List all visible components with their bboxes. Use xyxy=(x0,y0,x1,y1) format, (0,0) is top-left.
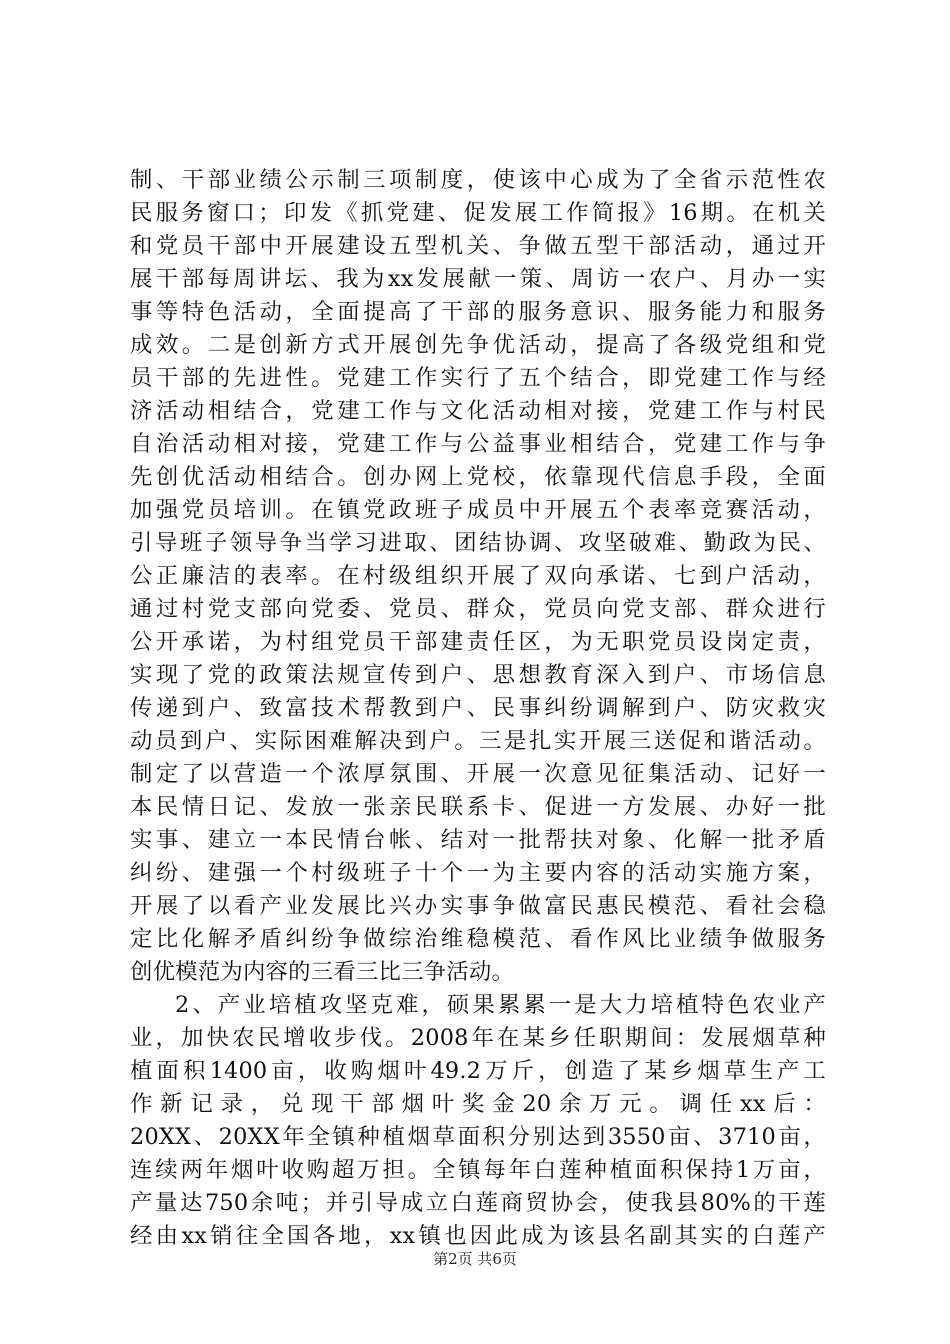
text-line: 引导班子领导争当学习进取、团结协调、攻坚破难、勤政为民、 xyxy=(130,530,826,556)
text-line: 经由xx销往全国各地，xx镇也因此成为该县名副其实的白莲产 xyxy=(130,1223,826,1249)
text-line: 制、干部业绩公示制三项制度，使该中心成为了全省示范性农 xyxy=(130,167,826,193)
page-number-footer: 第2页 共6页 xyxy=(433,1250,517,1268)
text-line: 自治活动相对接，党建工作与公益事业相结合，党建工作与争 xyxy=(130,431,826,457)
text-line: 先创优活动相结合。创办网上党校，依靠现代信息手段，全面 xyxy=(130,464,826,490)
text-line: 作新记录，兑现干部烟叶奖金20余万元。调任xx后： xyxy=(130,1091,826,1117)
text-line: 业，加快农民增收步伐。2008年在某乡任职期间：发展烟草种 xyxy=(130,1025,826,1051)
text-line: 传递到户、致富技术帮教到户、民事纠纷调解到户、防灾救灾 xyxy=(130,695,826,721)
text-line: 济活动相结合，党建工作与文化活动相对接，党建工作与村民 xyxy=(130,398,826,424)
text-line: 加强党员培训。在镇党政班子成员中开展五个表率竞赛活动， xyxy=(130,497,826,523)
text-line: 动员到户、实际困难解决到户。三是扎实开展三送促和谐活动。 xyxy=(130,728,826,754)
text-line: 实现了党的政策法规宣传到户、思想教育深入到户、市场信息 xyxy=(130,662,826,688)
text-line: 制定了以营造一个浓厚氛围、开展一次意见征集活动、记好一 xyxy=(130,761,826,787)
text-line: 植面积1400亩，收购烟叶49.2万斤，创造了某乡烟草生产工 xyxy=(130,1058,826,1084)
text-line: 20XX、20XX年全镇种植烟草面积分别达到3550亩、3710亩， xyxy=(130,1124,826,1150)
text-line: 事等特色活动，全面提高了干部的服务意识、服务能力和服务 xyxy=(130,299,826,325)
text-line: 开展了以看产业发展比兴办实事争做富民惠民模范、看社会稳 xyxy=(130,893,826,919)
text-line: 实事、建立一本民情台帐、结对一批帮扶对象、化解一批矛盾 xyxy=(130,827,826,853)
text-line: 公开承诺，为村组党员干部建责任区，为无职党员设岗定责， xyxy=(130,629,826,655)
paragraph-start-line: 2、产业培植攻坚克难，硕果累累一是大力培植特色农业产 xyxy=(175,992,826,1018)
text-line: 公正廉洁的表率。在村级组织开展了双向承诺、七到户活动， xyxy=(130,563,826,589)
text-line: 本民情日记、发放一张亲民联系卡、促进一方发展、办好一批 xyxy=(130,794,826,820)
text-line: 产量达750余吨；并引导成立白莲商贸协会，使我县80%的干莲 xyxy=(130,1190,826,1216)
text-line: 员干部的先进性。党建工作实行了五个结合，即党建工作与经 xyxy=(130,365,826,391)
text-line: 民服务窗口；印发《抓党建、促发展工作简报》16期。在机关 xyxy=(130,200,826,226)
document-body xyxy=(130,164,826,1253)
text-line: 通过村党支部向党委、党员、群众，党员向党支部、群众进行 xyxy=(130,596,826,622)
text-line: 纠纷、建强一个村级班子十个一为主要内容的活动实施方案， xyxy=(130,860,826,886)
text-line: 定比化解矛盾纠纷争做综治维稳模范、看作风比业绩争做服务 xyxy=(130,926,826,952)
text-line: 展干部每周讲坛、我为xx发展献一策、周访一农户、月办一实 xyxy=(130,266,826,292)
text-line: 和党员干部中开展建设五型机关、争做五型干部活动，通过开 xyxy=(130,233,826,259)
text-line: 成效。二是创新方式开展创先争优活动，提高了各级党组和党 xyxy=(130,332,826,358)
text-line: 连续两年烟叶收购超万担。全镇每年白莲种植面积保持1万亩， xyxy=(130,1157,826,1183)
paragraph-end-line: 创优模范为内容的三看三比三争活动。 xyxy=(130,959,515,985)
